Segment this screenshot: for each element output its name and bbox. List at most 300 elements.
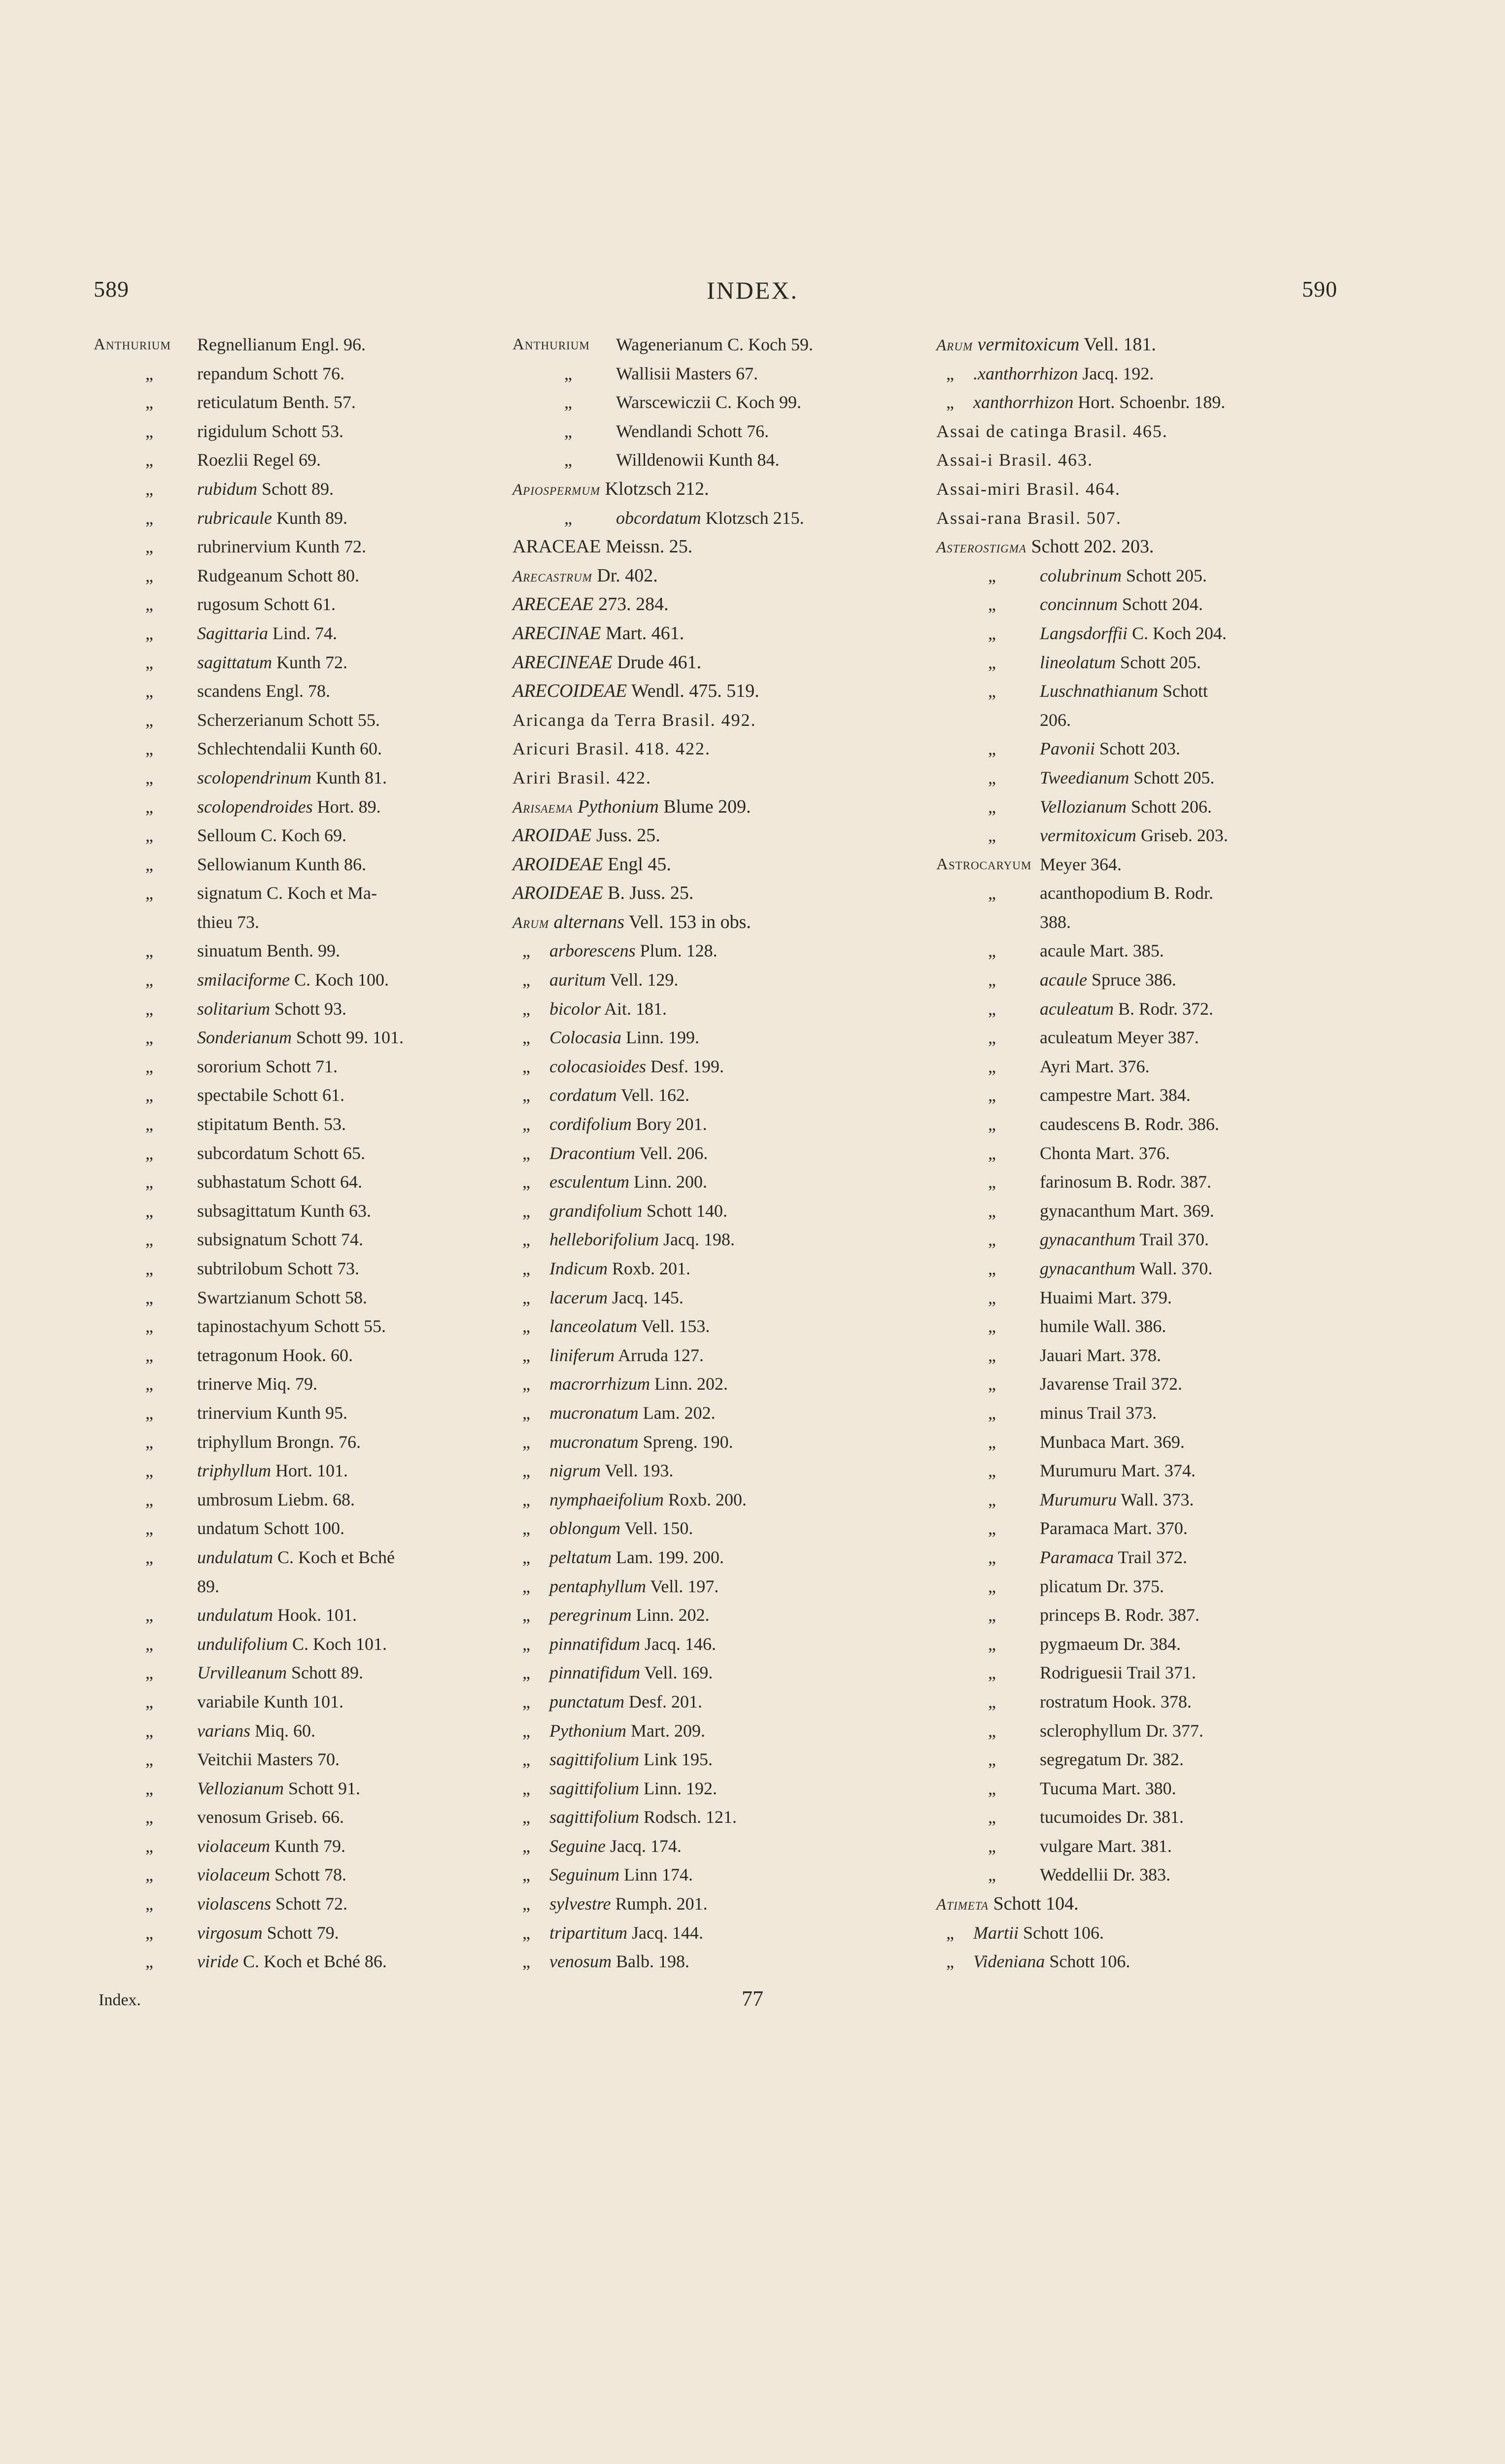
authority: Schott 79.: [267, 1922, 339, 1943]
species-name: bicolor: [549, 998, 601, 1019]
authority: Linn. 202.: [654, 1374, 728, 1394]
ditto-mark: „: [145, 1865, 153, 1885]
species-name: trinerve: [197, 1374, 252, 1394]
species-entry: [197, 1225, 363, 1254]
species-name: colubrinum: [1040, 565, 1122, 585]
heading-entry: [513, 677, 759, 706]
genus-name: AROIDEAE: [513, 854, 603, 875]
species-name: lacerum: [549, 1287, 608, 1307]
index-entry: [513, 1514, 936, 1543]
species-entry: [197, 734, 382, 763]
index-entry: [94, 879, 517, 908]
species-entry: [197, 1369, 317, 1399]
ditto-mark: „: [145, 537, 153, 557]
authority: C. Koch et Bché: [277, 1547, 395, 1567]
authority: Mart. 385.: [1089, 941, 1164, 961]
species-name: peregrinum: [549, 1605, 632, 1625]
species-entry: [197, 475, 334, 504]
heading-entry: [936, 532, 1154, 562]
index-entry-continuation: [936, 908, 1331, 937]
authority: Hort. 101.: [275, 1461, 348, 1481]
index-entry: [94, 504, 517, 533]
ditto-mark: „: [522, 1634, 530, 1654]
index-entry: [94, 1716, 517, 1745]
index-entry: [936, 763, 1331, 792]
ditto-mark: „: [988, 1345, 996, 1365]
index-entry: [94, 1889, 517, 1918]
ditto-mark: „: [145, 450, 153, 470]
index-entry: [94, 1052, 517, 1081]
authority: Schott 205.: [1133, 767, 1215, 787]
right-page-number: 590: [1302, 276, 1337, 302]
authority: B. Rodr. 372.: [1118, 998, 1213, 1019]
index-entry: [936, 965, 1331, 994]
ditto-mark: „: [988, 825, 996, 846]
index-entry-continuation: [94, 908, 517, 937]
authority: Schott 78.: [274, 1865, 346, 1885]
species-entry: [1040, 619, 1227, 648]
index-entry: [936, 994, 1331, 1024]
ditto-mark: „: [145, 565, 153, 585]
species-entry: [197, 1543, 395, 1572]
ditto-mark: „: [145, 767, 153, 787]
ditto-mark: „: [522, 1720, 530, 1741]
species-entry: [549, 1081, 689, 1110]
species-name: Munbaca: [1040, 1432, 1106, 1452]
species-name: gynacanthum: [1040, 1200, 1135, 1221]
authority: Blume 209.: [663, 796, 751, 817]
index-entry: [936, 1369, 1331, 1399]
index-entry: [94, 561, 517, 590]
index-entry: [936, 1832, 1331, 1861]
species-entry: [616, 417, 769, 446]
species-entry: [549, 1832, 682, 1861]
ditto-mark: „: [988, 998, 996, 1019]
vernacular-entry: Aricuri Brasil. 418. 422.: [513, 739, 711, 759]
authority: C. Koch 99.: [716, 392, 801, 412]
species-entry: [197, 1167, 362, 1197]
ditto-mark: „: [988, 739, 996, 759]
species-entry: [197, 706, 380, 735]
index-entry: [94, 475, 517, 504]
species-name: rubrinervium: [197, 537, 291, 557]
species-entry: [1040, 1225, 1209, 1254]
index-column-3: [936, 330, 1331, 1976]
index-entry: [513, 1630, 936, 1659]
authority: Arruda 127.: [618, 1345, 704, 1365]
index-entry: [513, 965, 936, 994]
authority: Linn. 200.: [633, 1172, 707, 1192]
species-name: venosum: [549, 1951, 612, 1972]
ditto-mark: „: [522, 1374, 530, 1394]
index-entry: [936, 1456, 1331, 1485]
index-entry: [513, 1167, 936, 1197]
ditto-mark: „: [522, 1894, 530, 1914]
ditto-mark: „: [988, 1836, 996, 1856]
ditto-mark: „: [145, 941, 153, 961]
species-entry: [197, 1485, 355, 1514]
species-name: sylvestre: [549, 1894, 611, 1914]
species-entry: [1040, 1081, 1191, 1110]
authority: Schott 61.: [264, 594, 336, 615]
species-entry: [1040, 1283, 1172, 1312]
index-entry: [513, 1543, 936, 1572]
species-name: Jauari: [1040, 1345, 1082, 1365]
authority: Engl. 96.: [301, 335, 366, 354]
authority: Meissn. 25.: [605, 536, 693, 557]
authority: Mart. 376.: [1095, 1143, 1170, 1163]
ditto-mark: „: [988, 1287, 996, 1307]
authority: Bory 201.: [636, 1114, 707, 1134]
species-name: minus: [1040, 1403, 1084, 1423]
index-entry: [513, 532, 936, 561]
species-name: Swartzianum: [197, 1287, 291, 1307]
genus-name: Apiospermum: [513, 480, 601, 499]
authority: Engl 45.: [608, 854, 671, 875]
ditto-mark: „: [522, 1807, 530, 1827]
species-name: Pythonium: [578, 796, 659, 817]
authority: Schott 89.: [262, 479, 334, 499]
species-name: undulatum: [197, 1547, 274, 1567]
species-name: lanceolatum: [549, 1316, 637, 1336]
ditto-mark: „: [522, 1576, 530, 1596]
species-name: Murumuru: [1040, 1461, 1117, 1481]
continuation-text: 89.: [197, 1576, 219, 1596]
species-entry: [549, 1803, 737, 1832]
species-entry: [973, 359, 1154, 388]
ditto-mark: „: [988, 1230, 996, 1250]
species-entry: [549, 1197, 727, 1226]
index-entry: [936, 1601, 1331, 1630]
ditto-mark: „: [145, 1547, 153, 1567]
species-name: scolopendroides: [197, 796, 313, 817]
species-entry: [1040, 1341, 1161, 1370]
species-entry: [616, 388, 801, 417]
authority: 364.: [1090, 854, 1122, 874]
ditto-mark: „: [522, 941, 530, 961]
species-name: rubidum: [197, 479, 258, 499]
index-entry: [94, 619, 517, 648]
species-name: aculeatum: [1040, 1027, 1113, 1048]
ditto-mark: „: [522, 1287, 530, 1307]
index-entry: [513, 734, 936, 763]
species-name: cordifolium: [549, 1114, 632, 1134]
continuation-text: 388.: [1040, 912, 1071, 932]
species-entry: [549, 1139, 708, 1168]
genus-name: Arum: [513, 914, 549, 932]
authority: Drude 461.: [617, 651, 702, 673]
index-entry: [94, 648, 517, 677]
ditto-mark: „: [145, 1489, 153, 1509]
species-entry: [197, 1254, 359, 1283]
species-name: mucronatum: [549, 1403, 639, 1423]
species-entry: [1040, 1023, 1199, 1052]
index-entry: [94, 1832, 517, 1861]
index-entry: [94, 1947, 517, 1976]
index-entry: [936, 1428, 1331, 1457]
species-entry: [197, 359, 344, 388]
authority: Benth. 99.: [267, 941, 340, 961]
genus-name: ARECINEAE: [513, 651, 613, 673]
authority: Schott 99. 101.: [296, 1027, 404, 1048]
species-entry: [1040, 1369, 1182, 1399]
authority: Ait. 181.: [604, 998, 667, 1019]
heading-entry: [513, 561, 658, 591]
ditto-mark: „: [522, 1230, 530, 1250]
species-entry: [973, 1918, 1104, 1948]
ditto-mark: „: [988, 1489, 996, 1509]
species-entry: [1040, 1716, 1203, 1745]
species-entry: [1040, 1803, 1184, 1832]
vernacular-entry: Assai-miri Brasil. 464.: [936, 479, 1121, 499]
species-entry: [197, 1081, 344, 1110]
species-name: princeps: [1040, 1605, 1100, 1625]
ditto-mark: „: [145, 1634, 153, 1654]
authority: Schott 53.: [272, 421, 344, 441]
authority: Mart. 369.: [1139, 1200, 1214, 1221]
index-entry: [513, 821, 936, 850]
species-name: Pythonium: [549, 1720, 626, 1741]
index-entry: [936, 1312, 1331, 1341]
ditto-mark: „: [988, 1316, 996, 1336]
species-entry: [549, 1312, 710, 1341]
heading-entry: [513, 648, 701, 677]
authority: Kunth 72.: [276, 652, 348, 672]
ditto-mark: „: [145, 1778, 153, 1798]
authority: Schott 73.: [287, 1259, 360, 1278]
index-entry: [936, 1889, 1331, 1918]
species-entry: [1040, 1456, 1196, 1485]
species-entry: [549, 1630, 716, 1659]
ditto-mark: „: [145, 1605, 153, 1625]
species-name: sororium: [197, 1056, 261, 1076]
index-entry: [513, 1197, 936, 1226]
ditto-mark: „: [145, 681, 153, 701]
authority: Lam. 199. 200.: [616, 1547, 724, 1567]
species-name: sclerophyllum: [1040, 1720, 1141, 1741]
authority: Roxb. 201.: [612, 1259, 690, 1278]
authority: Spruce 386.: [1091, 970, 1176, 990]
species-entry: [616, 504, 804, 533]
species-name: liniferum: [549, 1345, 615, 1365]
authority: Vell. 206.: [639, 1143, 708, 1163]
vernacular-entry: Aricanga da Terra Brasil. 492.: [513, 710, 756, 730]
index-entry: [936, 1860, 1331, 1889]
index-entry: [94, 734, 517, 763]
index-entry: [513, 1312, 936, 1341]
authority: Kunth 101.: [263, 1691, 343, 1711]
index-entry: [936, 1167, 1331, 1197]
species-entry: [197, 994, 346, 1024]
ditto-mark: „: [988, 1634, 996, 1654]
index-entry: [513, 1889, 936, 1918]
species-name: triphyllum: [197, 1432, 272, 1452]
index-entry: [513, 504, 936, 533]
ditto-mark: „: [522, 970, 530, 990]
ditto-mark: „: [522, 1547, 530, 1567]
authority: Desf. 199.: [650, 1056, 724, 1076]
species-name: Indicum: [549, 1259, 608, 1278]
species-name: subhastatum: [197, 1172, 286, 1192]
ditto-mark: „: [145, 1951, 153, 1972]
species-entry: [197, 677, 330, 706]
authority: Kunth 63.: [300, 1200, 371, 1221]
species-name: undulifolium: [197, 1634, 288, 1654]
species-name: trinervium: [197, 1403, 272, 1423]
authority: Schott 203.: [1099, 739, 1180, 759]
genus-name: Arecastrum: [513, 567, 592, 585]
species-name: colocasioides: [549, 1056, 646, 1076]
index-entry: [94, 1167, 517, 1197]
species-name: Paramaca: [1040, 1547, 1114, 1567]
species-entry: [549, 1572, 718, 1601]
index-entry: [513, 1283, 936, 1312]
ditto-mark: „: [522, 1114, 530, 1134]
ditto-mark: „: [988, 767, 996, 787]
ditto-mark: „: [522, 1691, 530, 1711]
authority: Schott 55.: [313, 1316, 386, 1336]
authority: Benth. 57.: [282, 392, 356, 412]
species-name: subtrilobum: [197, 1259, 283, 1278]
ditto-mark: „: [145, 1807, 153, 1827]
index-entry: [94, 1456, 517, 1485]
ditto-mark: „: [145, 1200, 153, 1221]
species-entry: [197, 1601, 357, 1630]
index-entry: [936, 1283, 1331, 1312]
authority: Masters 70.: [256, 1749, 340, 1770]
ditto-mark: „: [988, 1259, 996, 1278]
index-entry: [513, 1225, 936, 1254]
species-name: lineolatum: [1040, 652, 1116, 672]
index-entry: [936, 619, 1331, 648]
authority: Linn. 202.: [636, 1605, 710, 1625]
index-entry: [936, 1110, 1331, 1139]
genus-name: ARECINAE: [513, 622, 601, 644]
ditto-mark: „: [522, 1865, 530, 1885]
ditto-mark: „: [988, 1056, 996, 1076]
ditto-mark: „: [522, 1027, 530, 1048]
index-entry: [936, 879, 1331, 908]
authority: Klotzsch 212.: [605, 478, 709, 499]
index-entry: [513, 1658, 936, 1687]
species-name: variabile: [197, 1691, 259, 1711]
authority: Desf. 201.: [628, 1691, 702, 1711]
genus-name: Anthurium: [513, 336, 590, 353]
authority: Schott 89.: [291, 1663, 363, 1683]
index-entry: [513, 590, 936, 619]
index-entry: [936, 648, 1331, 677]
ditto-mark: „: [988, 941, 996, 961]
species-entry: [197, 965, 389, 994]
species-entry: [197, 1889, 347, 1918]
ditto-mark: „: [145, 998, 153, 1019]
ditto-mark: „: [522, 1951, 530, 1972]
species-name: vulgare: [1040, 1836, 1093, 1856]
authority: Mart. 374.: [1121, 1461, 1196, 1481]
authority: Mart. 384.: [1116, 1085, 1191, 1105]
ditto-mark: „: [988, 1663, 996, 1683]
index-entry: [936, 475, 1331, 504]
species-name: macrorrhizum: [549, 1374, 650, 1394]
species-name: Seguine: [549, 1836, 606, 1856]
authority: Schott 72.: [275, 1894, 347, 1914]
authority: Mart. 370.: [1113, 1518, 1188, 1539]
ditto-mark: „: [988, 1403, 996, 1423]
species-name: humile: [1040, 1316, 1089, 1336]
authority: B. Rodr. 387.: [1116, 1172, 1211, 1192]
authority: C. Koch 101.: [292, 1634, 387, 1654]
ditto-mark: „: [145, 363, 153, 383]
genus-name: AROIDAE: [513, 825, 592, 846]
ditto-mark: „: [145, 970, 153, 990]
ditto-mark: „: [988, 1143, 996, 1163]
authority: Lind. 74.: [273, 623, 338, 643]
index-entry: [513, 1110, 936, 1139]
species-entry: [1040, 1687, 1192, 1716]
index-entry: [513, 359, 936, 388]
authority: Vell. 193.: [605, 1461, 674, 1481]
species-entry: [549, 1918, 703, 1948]
index-entry: [513, 908, 936, 937]
species-name: sagittifolium: [549, 1807, 640, 1827]
species-entry: [197, 1283, 367, 1312]
index-entry: [936, 1947, 1331, 1976]
ditto-mark: „: [988, 970, 996, 990]
species-name: subsagittatum: [197, 1200, 296, 1221]
vernacular-entry: Ariri Brasil. 422.: [513, 767, 651, 787]
species-entry: [549, 1947, 689, 1976]
index-entry: [94, 359, 517, 388]
index-entry: [936, 1225, 1331, 1254]
index-column-1: [94, 330, 517, 1976]
authority: Schott 71.: [266, 1056, 338, 1076]
ditto-mark: „: [522, 1749, 530, 1770]
ditto-mark: „: [522, 1778, 530, 1798]
authority: Klotzsch 215.: [705, 508, 804, 528]
species-entry: [197, 1774, 360, 1803]
species-entry: [1040, 1428, 1185, 1457]
species-name: segregatum: [1040, 1749, 1122, 1770]
ditto-mark: „: [522, 1259, 530, 1278]
species-name: Langsdorffii: [1040, 623, 1128, 643]
index-entry: [936, 1803, 1331, 1832]
species-name: vermitoxicum: [1040, 825, 1136, 846]
index-entry: [513, 1947, 936, 1976]
species-entry: [197, 1197, 371, 1226]
continuation-text: thieu 73.: [197, 912, 259, 932]
index-entry: [513, 1399, 936, 1428]
species-name: Rodriguesii: [1040, 1663, 1123, 1683]
index-entry: [513, 677, 936, 706]
authority: Mart. 380.: [1101, 1778, 1176, 1798]
index-entry: [94, 1225, 517, 1254]
species-entry: [1040, 1110, 1219, 1139]
ditto-mark: „: [522, 1922, 530, 1943]
species-name: grandifolium: [549, 1200, 643, 1221]
species-entry: [197, 1947, 387, 1976]
species-entry: [549, 1023, 699, 1052]
species-name: obcordatum: [616, 508, 701, 528]
index-entry: [94, 1774, 517, 1803]
species-name: aculeatum: [1040, 998, 1114, 1019]
species-name: viride: [197, 1951, 239, 1972]
index-entry: [513, 1139, 936, 1168]
index-entry: [94, 936, 517, 965]
species-entry: [1040, 936, 1164, 965]
authority: Schott: [1163, 681, 1208, 701]
authority: 273. 284.: [598, 594, 669, 615]
species-entry: [549, 1485, 747, 1514]
